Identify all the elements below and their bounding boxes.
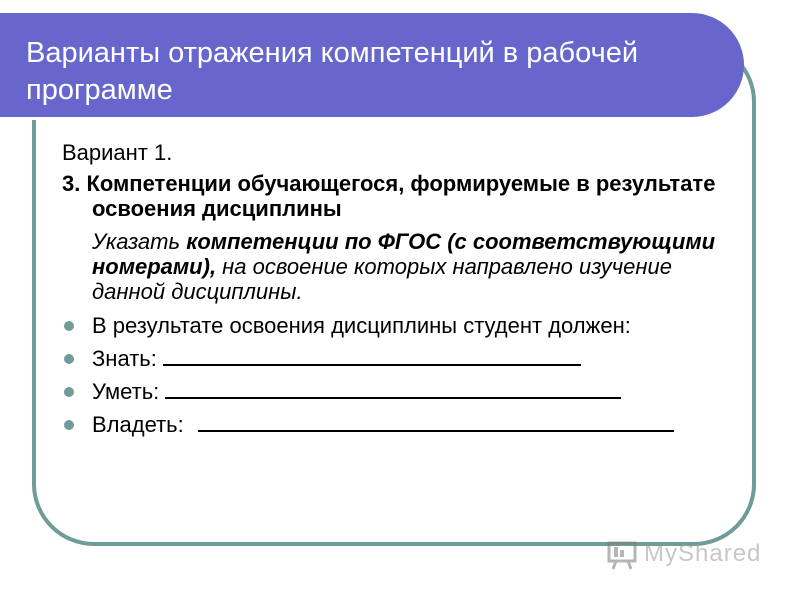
watermark-text: MyShared [644, 540, 762, 567]
title-underline [0, 117, 706, 120]
variant-label: Вариант 1. [62, 140, 173, 165]
bullet-dot [64, 354, 74, 364]
bullet-item-master [62, 412, 722, 437]
instruction-part2: компетенции по ФГОС (с соответствующими номерами), [92, 229, 716, 279]
instruction-part3: на освоение которых направлено изучение данной дисциплины. [92, 254, 672, 304]
slide-title: Варианты отражения компетенций в рабочей программе [26, 37, 639, 106]
title-bar [0, 13, 744, 117]
blank-line [165, 379, 621, 399]
slide-content [62, 140, 722, 445]
instruction-part1: Указать [92, 229, 187, 254]
presentation-board-icon [606, 537, 640, 571]
bullet-dot [64, 321, 74, 331]
bullet-dot [64, 420, 74, 430]
bullet-dot [64, 387, 74, 397]
bullet-item-know [62, 346, 722, 371]
bullet-item-outcome [62, 313, 722, 338]
blank-line [198, 412, 674, 432]
bullet-text: Владеть: [92, 412, 184, 437]
instruction-text [92, 229, 722, 304]
section-heading: 3. Компетенции обучающегося, формируемые в результате освоения дисциплины [62, 171, 716, 221]
watermark [606, 536, 761, 572]
bullet-item-can [62, 379, 722, 404]
bullet-text: В результате освоения дисциплины студент должен: [92, 313, 631, 338]
bullet-text: Знать: [92, 346, 157, 371]
bullet-list [62, 313, 722, 437]
bullet-text: Уметь: [92, 379, 160, 404]
blank-line [163, 346, 581, 366]
